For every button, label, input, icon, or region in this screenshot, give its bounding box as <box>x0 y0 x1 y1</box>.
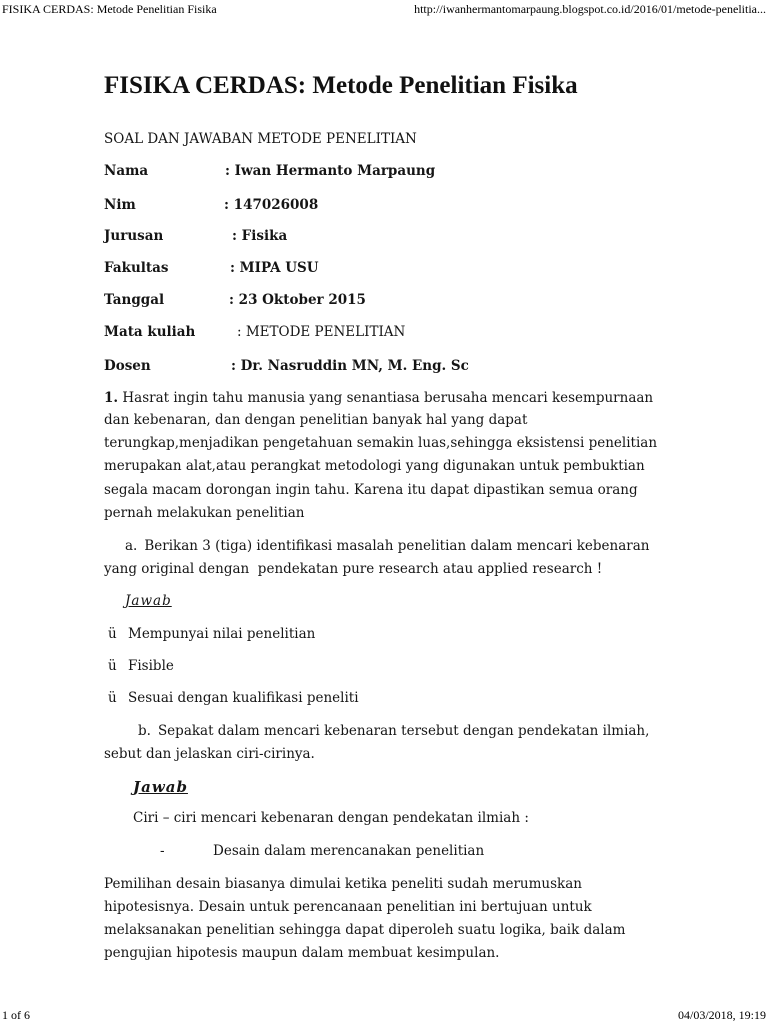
info-value-fakultas: : MIPA USU <box>230 260 319 276</box>
question-1-number: 1. <box>104 390 119 406</box>
answer-b-paragraph-line: pengujian hipotesis maupun dalam membuat kesimpulan. <box>104 945 500 961</box>
print-footer-timestamp: 04/03/2018, 19:19 <box>677 1008 766 1022</box>
info-label-dosen: Dosen <box>104 358 151 374</box>
check-bullet-icon: ü <box>108 690 117 706</box>
post-title: FISIKA CERDAS: Metode Penelitian Fisika <box>104 72 578 99</box>
print-header-url: http://iwanhermantomarpaung.blogspot.co.id/2016/01/metode-penelitia... <box>414 2 766 16</box>
print-footer-page-indicator: 1 of 6 <box>2 1008 30 1022</box>
answer-b-intro: Ciri – ciri mencari kebenaran dengan pendekatan ilmiah : <box>133 810 529 826</box>
answer-b-paragraph-line: hipotesisnya. Desain untuk perencanaan penelitian ini bertujuan untuk <box>104 899 592 915</box>
question-1-line: segala macam dorongan ingin tahu. Karena itu dapat dipastikan semua orang <box>104 482 638 498</box>
answer-b-list-item: Desain dalam merencanakan penelitian <box>213 843 485 859</box>
question-b-text: Sepakat dalam mencari kebenaran tersebut dengan pendekatan ilmiah, <box>157 723 650 739</box>
info-value-nama: : Iwan Hermanto Marpaung <box>225 163 436 179</box>
question-1-line: dan kebenaran, dan dengan penelitian banyak hal yang dapat <box>104 412 528 428</box>
question-a-label: a. <box>125 538 138 554</box>
question-1-text: Hasrat ingin tahu manusia yang senantiasa berusaha mencari kesempurnaan <box>122 390 654 406</box>
info-value-nim: : 147026008 <box>224 197 319 213</box>
check-bullet-icon: ü <box>108 626 117 642</box>
info-label-mata-kuliah: Mata kuliah <box>104 324 196 340</box>
question-b-line <box>138 721 649 741</box>
question-1-line <box>104 388 653 408</box>
question-b-label: b. <box>138 723 151 739</box>
info-value-mata-kuliah: : METODE PENELITIAN <box>237 324 406 340</box>
info-value-tanggal: : 23 Oktober 2015 <box>229 292 366 308</box>
answer-b-paragraph-line: Pemilihan desain biasanya dimulai ketika peneliti sudah merumuskan <box>104 876 582 892</box>
question-a-text: Berikan 3 (tiga) identifikasi masalah penelitian dalam mencari kebenaran <box>144 538 650 554</box>
post-subtitle: SOAL DAN JAWABAN METODE PENELITIAN <box>104 131 417 147</box>
question-a-line: yang original dengan pendekatan pure research atau applied research ! <box>104 561 603 577</box>
answer-b-heading: Jawab <box>133 778 188 796</box>
question-1-line: pernah melakukan penelitian <box>104 505 305 521</box>
answer-a-item: Sesuai dengan kualifikasi peneliti <box>128 690 359 706</box>
info-label-nim: Nim <box>104 197 136 213</box>
question-1-line: terungkap,menjadikan pengetahuan semakin luas,sehingga eksistensi penelitian <box>104 435 658 451</box>
check-bullet-icon: ü <box>108 658 117 674</box>
answer-a-heading: Jawab <box>125 593 172 609</box>
question-a-line <box>125 536 650 556</box>
info-label-fakultas: Fakultas <box>104 260 169 276</box>
print-header-title: FISIKA CERDAS: Metode Penelitian Fisika <box>2 2 217 16</box>
dash-bullet: - <box>160 843 165 859</box>
answer-a-item: Fisible <box>128 658 174 674</box>
info-label-jurusan: Jurusan <box>104 228 164 244</box>
info-value-jurusan: : Fisika <box>232 228 288 244</box>
question-1-line: merupakan alat,atau perangkat metodologi yang digunakan untuk pembuktian <box>104 458 645 474</box>
answer-a-item: Mempunyai nilai penelitian <box>128 626 316 642</box>
info-label-nama: Nama <box>104 163 149 179</box>
info-value-dosen: : Dr. Nasruddin MN, M. Eng. Sc <box>231 358 469 374</box>
answer-b-paragraph-line: melaksanakan penelitian sehingga dapat diperoleh suatu logika, baik dalam <box>104 922 626 938</box>
info-label-tanggal: Tanggal <box>104 292 165 308</box>
question-b-line: sebut dan jelaskan ciri-cirinya. <box>104 746 315 762</box>
